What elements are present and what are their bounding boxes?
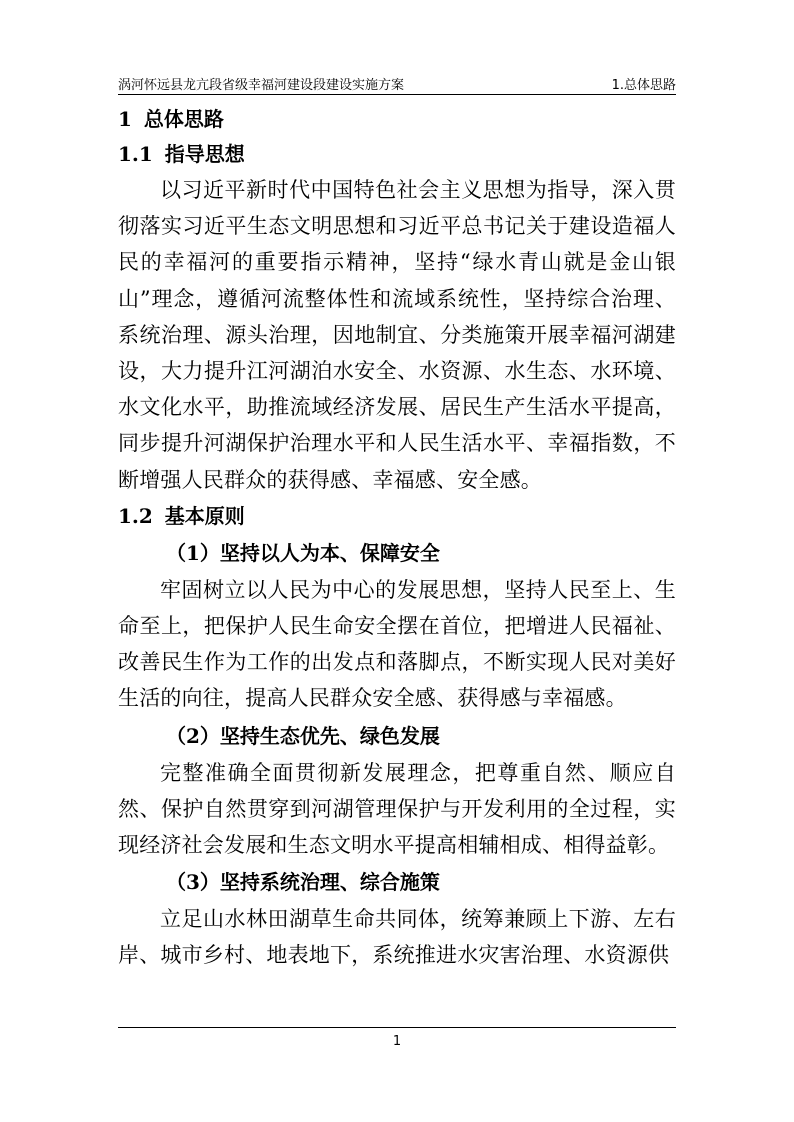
principle-2-paragraph: 完整准确全面贯彻新发展理念，把尊重自然、顺应自然、保护自然贯穿到河湖管理保护与开发利用的全过程，实现经济社会发展和生态文明水平提高相辅相成、相得益彰。 [118,760,676,858]
page-number: 1 [392,1034,402,1049]
section-heading-1-1 [118,136,676,172]
principle-3-heading: （3）坚持系统治理、综合施策 [166,870,440,895]
principle-1-heading: （1）坚持以人为本、保障安全 [166,540,440,565]
section-title: 基本原则 [164,503,245,528]
page-header [118,72,676,95]
guiding-ideology-paragraph: 以习近平新时代中国特色社会主义思想为指导，深入贯彻落实习近平生态文明思想和习近平总书记关于建设造福人民的幸福河的重要指示精神，坚持“绿水青山就是金山银山”理念，遵循河流整体性和流域系统性，坚持综合治理、系统治理、源头治理，因地制宜、分类施策开展幸福河湖建设，大力提升江河湖泊水安全、水资源、水生态、水环境、水文化水平，助推流域经济发展、居民生产生活水平提高，同步提升河湖保护治理水平和人民生活水平、幸福指数，不断增强人民群众的获得感、幸福感、安全感。 [118,178,676,492]
section-title: 总体思路 [143,107,224,131]
principle-3-paragraph: 立足山水林田湖草生命共同体，统筹兼顾上下游、左右岸、城市乡村、地表地下，系统推进水灾害治理、水资源供 [118,907,676,968]
section-number: 1 [118,107,132,131]
footer-divider [118,1027,676,1028]
section-title: 指导思想 [164,142,245,166]
section-heading-1 [118,102,676,136]
header-document-title: 涡河怀远县龙亢段省级幸福河建设段建设实施方案 [118,78,405,93]
section-number: 1.2 [118,503,153,528]
header-section-title: 1.总体思路 [611,78,676,93]
section-number: 1.1 [118,142,153,166]
page-content [118,102,676,974]
principle-2-heading: （2）坚持生态优先、绿色发展 [166,723,440,748]
section-heading-1-2 [118,498,676,534]
principle-1-paragraph: 牢固树立以人民为中心的发展思想，坚持人民至上、生命至上，把保护人民生命安全摆在首位，把增进人民福祉、改善民生作为工作的出发点和落脚点，不断实现人民对美好生活的向往，提高人民群众安全感、获得感与幸福感。 [118,577,676,711]
